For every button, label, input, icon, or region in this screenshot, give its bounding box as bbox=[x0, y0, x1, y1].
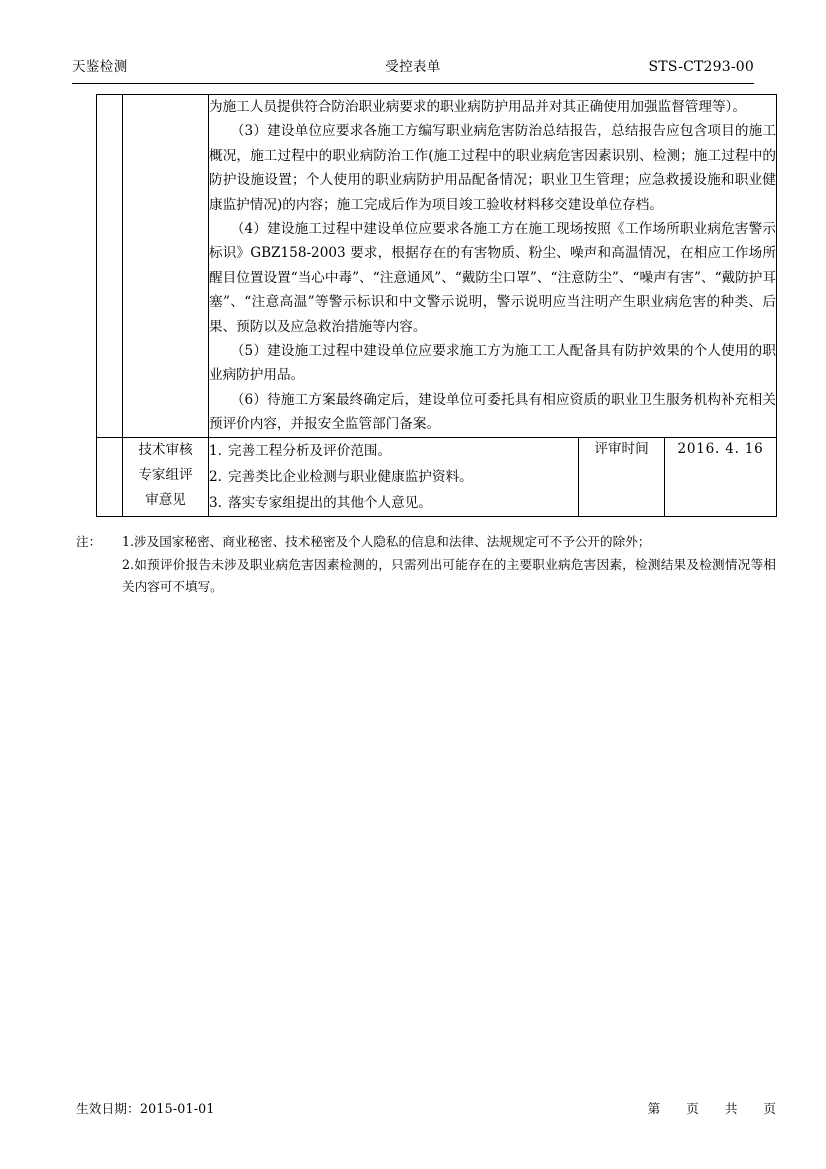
content-paragraph: 为施工人员提供符合防治职业病要求的职业病防护用品并对其正确使用加强监督管理等）。 bbox=[209, 99, 746, 115]
page-prefix: 第 bbox=[647, 1101, 661, 1116]
header-document-title: 受控表单 bbox=[385, 59, 441, 75]
document-footer bbox=[76, 1098, 776, 1120]
cell-spacer-left bbox=[97, 437, 123, 516]
cell-spacer-left bbox=[97, 95, 123, 438]
note-text: 如预评价报告未涉及职业病危害因素检测的，只需列出可能存在的主要职业病危害因素，检测结果及检测情况等相关内容可不填写。 bbox=[122, 556, 776, 594]
note-number: 2. bbox=[122, 556, 135, 572]
content-paragraph: （3）建设单位应要求各施工方编写职业病危害防治总结报告，总结报告应包含项目的施工概况，施工过程中的职业病防治工作(施工过程中的职业病危害因素识别、检测；施工过程中的防护设施设置；个人使用的职业病防护用品配备情况；职业卫生管理；应急救援设施和职业健康监护情况)的内容；施工完成后作为项目竣工验收材料移交建设单位存档。 bbox=[209, 123, 777, 213]
cell-main-content bbox=[209, 95, 777, 438]
content-paragraph: （4）建设施工过程中建设单位应要求各施工方在施工现场按照《工作场所职业病危害警示标识》GBZ158-2003 要求，根据存在的有害物质、粉尘、噪声和高温情况，在相应工作场所醒目位置设置“当心中毒”、“注意通风”、“戴防尘口罩”、“注意防尘”、“噪声有害”、“戴防护耳塞”、“注意高温”等警示标识和中文警示说明，警示说明应当注明产生职业病危害的种类、后果、预防以及应急救治措施等内容。 bbox=[209, 221, 777, 335]
page-unit-second: 页 bbox=[763, 1101, 776, 1116]
content-paragraph: （6）待施工方案最终确定后，建设单位可委托具有相应资质的职业卫生服务机构补充相关预评价内容，并报安全监管部门备案。 bbox=[209, 391, 777, 433]
table-row-review bbox=[97, 437, 777, 516]
notes-list bbox=[122, 531, 776, 599]
document-header bbox=[72, 56, 754, 84]
opinion-number: 1. bbox=[209, 442, 222, 459]
main-form-table bbox=[96, 94, 777, 517]
note-text: 涉及国家秘密、商业秘密、技术秘密及个人隐私的信息和法律、法规规定可不予公开的除外； bbox=[134, 534, 651, 549]
notes-label: 注： bbox=[76, 534, 102, 549]
content-paragraph: （5）建设施工过程中建设单位应要求施工方为施工工人配备具有防护效果的个人使用的职业病防护用品。 bbox=[209, 343, 777, 384]
review-label-line: 技术审核 bbox=[138, 441, 193, 458]
header-document-code: STS-CT293-00 bbox=[648, 59, 754, 75]
notes-row bbox=[76, 531, 776, 599]
review-label-line: 审意见 bbox=[145, 491, 186, 508]
page-unit-first: 页 bbox=[686, 1101, 699, 1116]
table-row-content bbox=[97, 95, 777, 438]
cell-review-date-value: 2016. 4. 16 bbox=[665, 437, 777, 516]
opinion-item bbox=[209, 464, 578, 490]
review-label-line: 专家组评 bbox=[138, 466, 193, 483]
footer-page-number bbox=[648, 1098, 776, 1120]
cell-review-opinions bbox=[209, 437, 579, 516]
header-row bbox=[72, 56, 754, 83]
notes-block bbox=[76, 531, 776, 599]
footer-effective-date: 生效日期：2015-01-01 bbox=[76, 1101, 215, 1116]
opinion-text: 完善类比企业检测与职业健康监护资料。 bbox=[228, 468, 473, 485]
opinion-item bbox=[209, 438, 578, 464]
opinion-number: 2. bbox=[209, 468, 222, 485]
note-item bbox=[122, 554, 776, 599]
opinion-text: 落实专家组提出的其他个人意见。 bbox=[228, 494, 432, 511]
opinion-item bbox=[209, 490, 578, 516]
cell-review-label bbox=[123, 437, 209, 516]
page-total-prefix: 共 bbox=[724, 1101, 738, 1116]
header-company-name: 天鉴检测 bbox=[72, 59, 128, 75]
cell-review-date-label: 评审时间 bbox=[579, 437, 665, 516]
opinion-text: 完善工程分析及评价范围。 bbox=[228, 442, 392, 459]
opinion-number: 3. bbox=[209, 494, 222, 511]
note-item bbox=[122, 531, 776, 554]
cell-section-label-empty bbox=[123, 95, 209, 438]
note-number: 1. bbox=[122, 534, 135, 549]
